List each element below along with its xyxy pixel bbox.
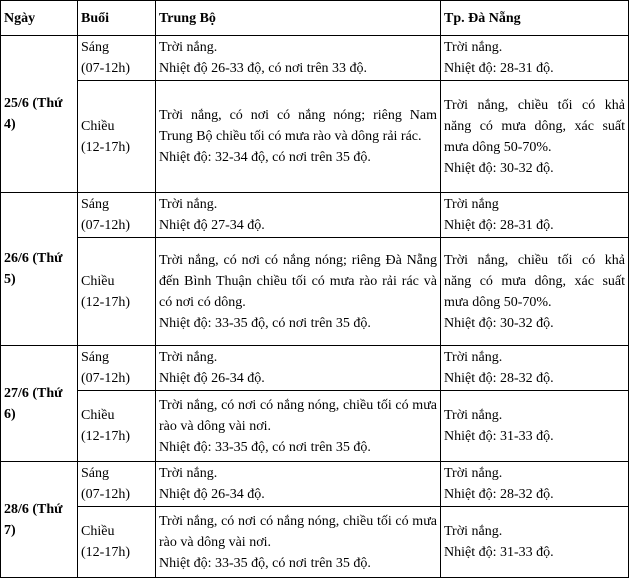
weather-desc: Trời nắng, chiều tối có khả năng có mưa dông, xác suất mưa dông 50-70%. — [444, 97, 625, 155]
danang-cell — [441, 507, 629, 578]
danang-cell — [441, 36, 629, 81]
session-cell — [78, 238, 156, 346]
central-cell — [156, 391, 441, 462]
session-time: (12-17h) — [81, 429, 130, 444]
session-time: (07-12h) — [81, 371, 130, 386]
temperature: Nhiệt độ: 33-35 độ, có nơi trên 35 độ. — [159, 555, 371, 571]
header-danang: Tp. Đà Nẵng — [441, 1, 629, 36]
temperature: Nhiệt độ: 32-34 độ, có nơi trên 35 độ. — [159, 150, 371, 165]
session-time: (07-12h) — [81, 487, 130, 502]
weather-desc: Trời nắng — [444, 197, 499, 212]
session-label: Chiều — [81, 118, 115, 134]
session-time: (07-12h) — [81, 218, 130, 233]
weather-desc: Trời nắng, có nơi có nắng nóng, chiều tối có mưa rào và dông vài nơi. — [159, 513, 437, 550]
table-row — [1, 238, 629, 346]
table-row — [1, 81, 629, 193]
temperature: Nhiệt độ: 30-32 độ. — [444, 315, 554, 331]
danang-cell — [441, 462, 629, 507]
temperature: Nhiệt độ: 33-35 độ, có nơi trên 35 độ. — [159, 439, 371, 455]
day-cell: 28/6 (Thứ 7) — [1, 462, 78, 578]
session-label: Chiều — [81, 524, 115, 539]
header-day: Ngày — [1, 1, 78, 36]
weather-desc: Trời nắng. — [444, 524, 503, 539]
temperature: Nhiệt độ: 28-31 độ. — [444, 218, 554, 233]
temperature: Nhiệt độ 26-34 độ. — [159, 371, 265, 386]
weather-desc: Trời nắng. — [444, 466, 503, 481]
header-session: Buổi — [78, 1, 156, 36]
temperature: Nhiệt độ: 28-32 độ. — [444, 371, 554, 386]
temperature: Nhiệt độ: 31-33 độ. — [444, 429, 554, 444]
table-row — [1, 391, 629, 462]
session-time: (12-17h) — [81, 139, 130, 155]
danang-cell — [441, 391, 629, 462]
session-cell — [78, 462, 156, 507]
weather-desc: Trời nắng, có nơi có nắng nóng; riêng Đà Nẵng đến Bình Thuận chiều tối có mưa rào rải rác và có nơi có dông. — [159, 252, 437, 310]
session-label: Sáng — [81, 197, 109, 212]
temperature: Nhiệt độ 26-33 độ, có nơi trên 33 độ. — [159, 61, 368, 76]
weather-desc: Trời nắng, có nơi có nắng nóng, chiều tối có mưa rào và dông vài nơi. — [159, 397, 437, 434]
session-time: (12-17h) — [81, 545, 130, 560]
weather-desc: Trời nắng. — [444, 40, 503, 55]
session-time: (07-12h) — [81, 61, 130, 76]
day-cell: 27/6 (Thứ 6) — [1, 346, 78, 462]
central-cell — [156, 238, 441, 346]
weather-desc: Trời nắng. — [444, 350, 503, 365]
danang-cell — [441, 193, 629, 238]
temperature: Nhiệt độ: 28-32 độ. — [444, 487, 554, 502]
central-cell — [156, 507, 441, 578]
temperature: Nhiệt độ 26-34 độ. — [159, 487, 265, 502]
temperature: Nhiệt độ: 31-33 độ. — [444, 545, 554, 560]
session-label: Sáng — [81, 40, 109, 55]
danang-cell — [441, 346, 629, 391]
session-cell — [78, 507, 156, 578]
central-cell — [156, 36, 441, 81]
day-cell: 25/6 (Thứ 4) — [1, 36, 78, 193]
weather-desc: Trời nắng, chiều tối có khả năng có mưa dông, xác suất mưa dông 50-70%. — [444, 252, 625, 310]
day-cell: 26/6 (Thứ 5) — [1, 193, 78, 346]
temperature: Nhiệt độ: 30-32 độ. — [444, 160, 554, 176]
session-cell — [78, 36, 156, 81]
table-row — [1, 193, 629, 238]
temperature: Nhiệt độ: 33-35 độ, có nơi trên 35 độ. — [159, 315, 371, 331]
table-row — [1, 507, 629, 578]
danang-cell — [441, 238, 629, 346]
central-cell — [156, 462, 441, 507]
table-row — [1, 462, 629, 507]
session-cell — [78, 346, 156, 391]
session-cell — [78, 193, 156, 238]
central-cell — [156, 193, 441, 238]
session-label: Sáng — [81, 350, 109, 365]
danang-cell — [441, 81, 629, 193]
central-cell — [156, 81, 441, 193]
session-cell — [78, 81, 156, 193]
session-label: Chiều — [81, 273, 115, 289]
header-row — [1, 1, 629, 36]
temperature: Nhiệt độ 27-34 độ. — [159, 218, 265, 233]
weather-desc: Trời nắng. — [159, 466, 218, 481]
central-cell — [156, 346, 441, 391]
table-row — [1, 346, 629, 391]
session-label: Sáng — [81, 466, 109, 481]
temperature: Nhiệt độ: 28-31 độ. — [444, 61, 554, 76]
session-time: (12-17h) — [81, 294, 130, 310]
session-cell — [78, 391, 156, 462]
weather-desc: Trời nắng. — [159, 350, 218, 365]
weather-desc: Trời nắng. — [159, 40, 218, 55]
weather-desc: Trời nắng, có nơi có nắng nóng; riêng Nam Trung Bộ chiều tối có mưa rào và dông rải rác. — [159, 108, 437, 144]
session-label: Chiều — [81, 408, 115, 423]
header-central: Trung Bộ — [156, 1, 441, 36]
table-row — [1, 36, 629, 81]
weather-desc: Trời nắng. — [159, 197, 218, 212]
weather-desc: Trời nắng. — [444, 408, 503, 423]
